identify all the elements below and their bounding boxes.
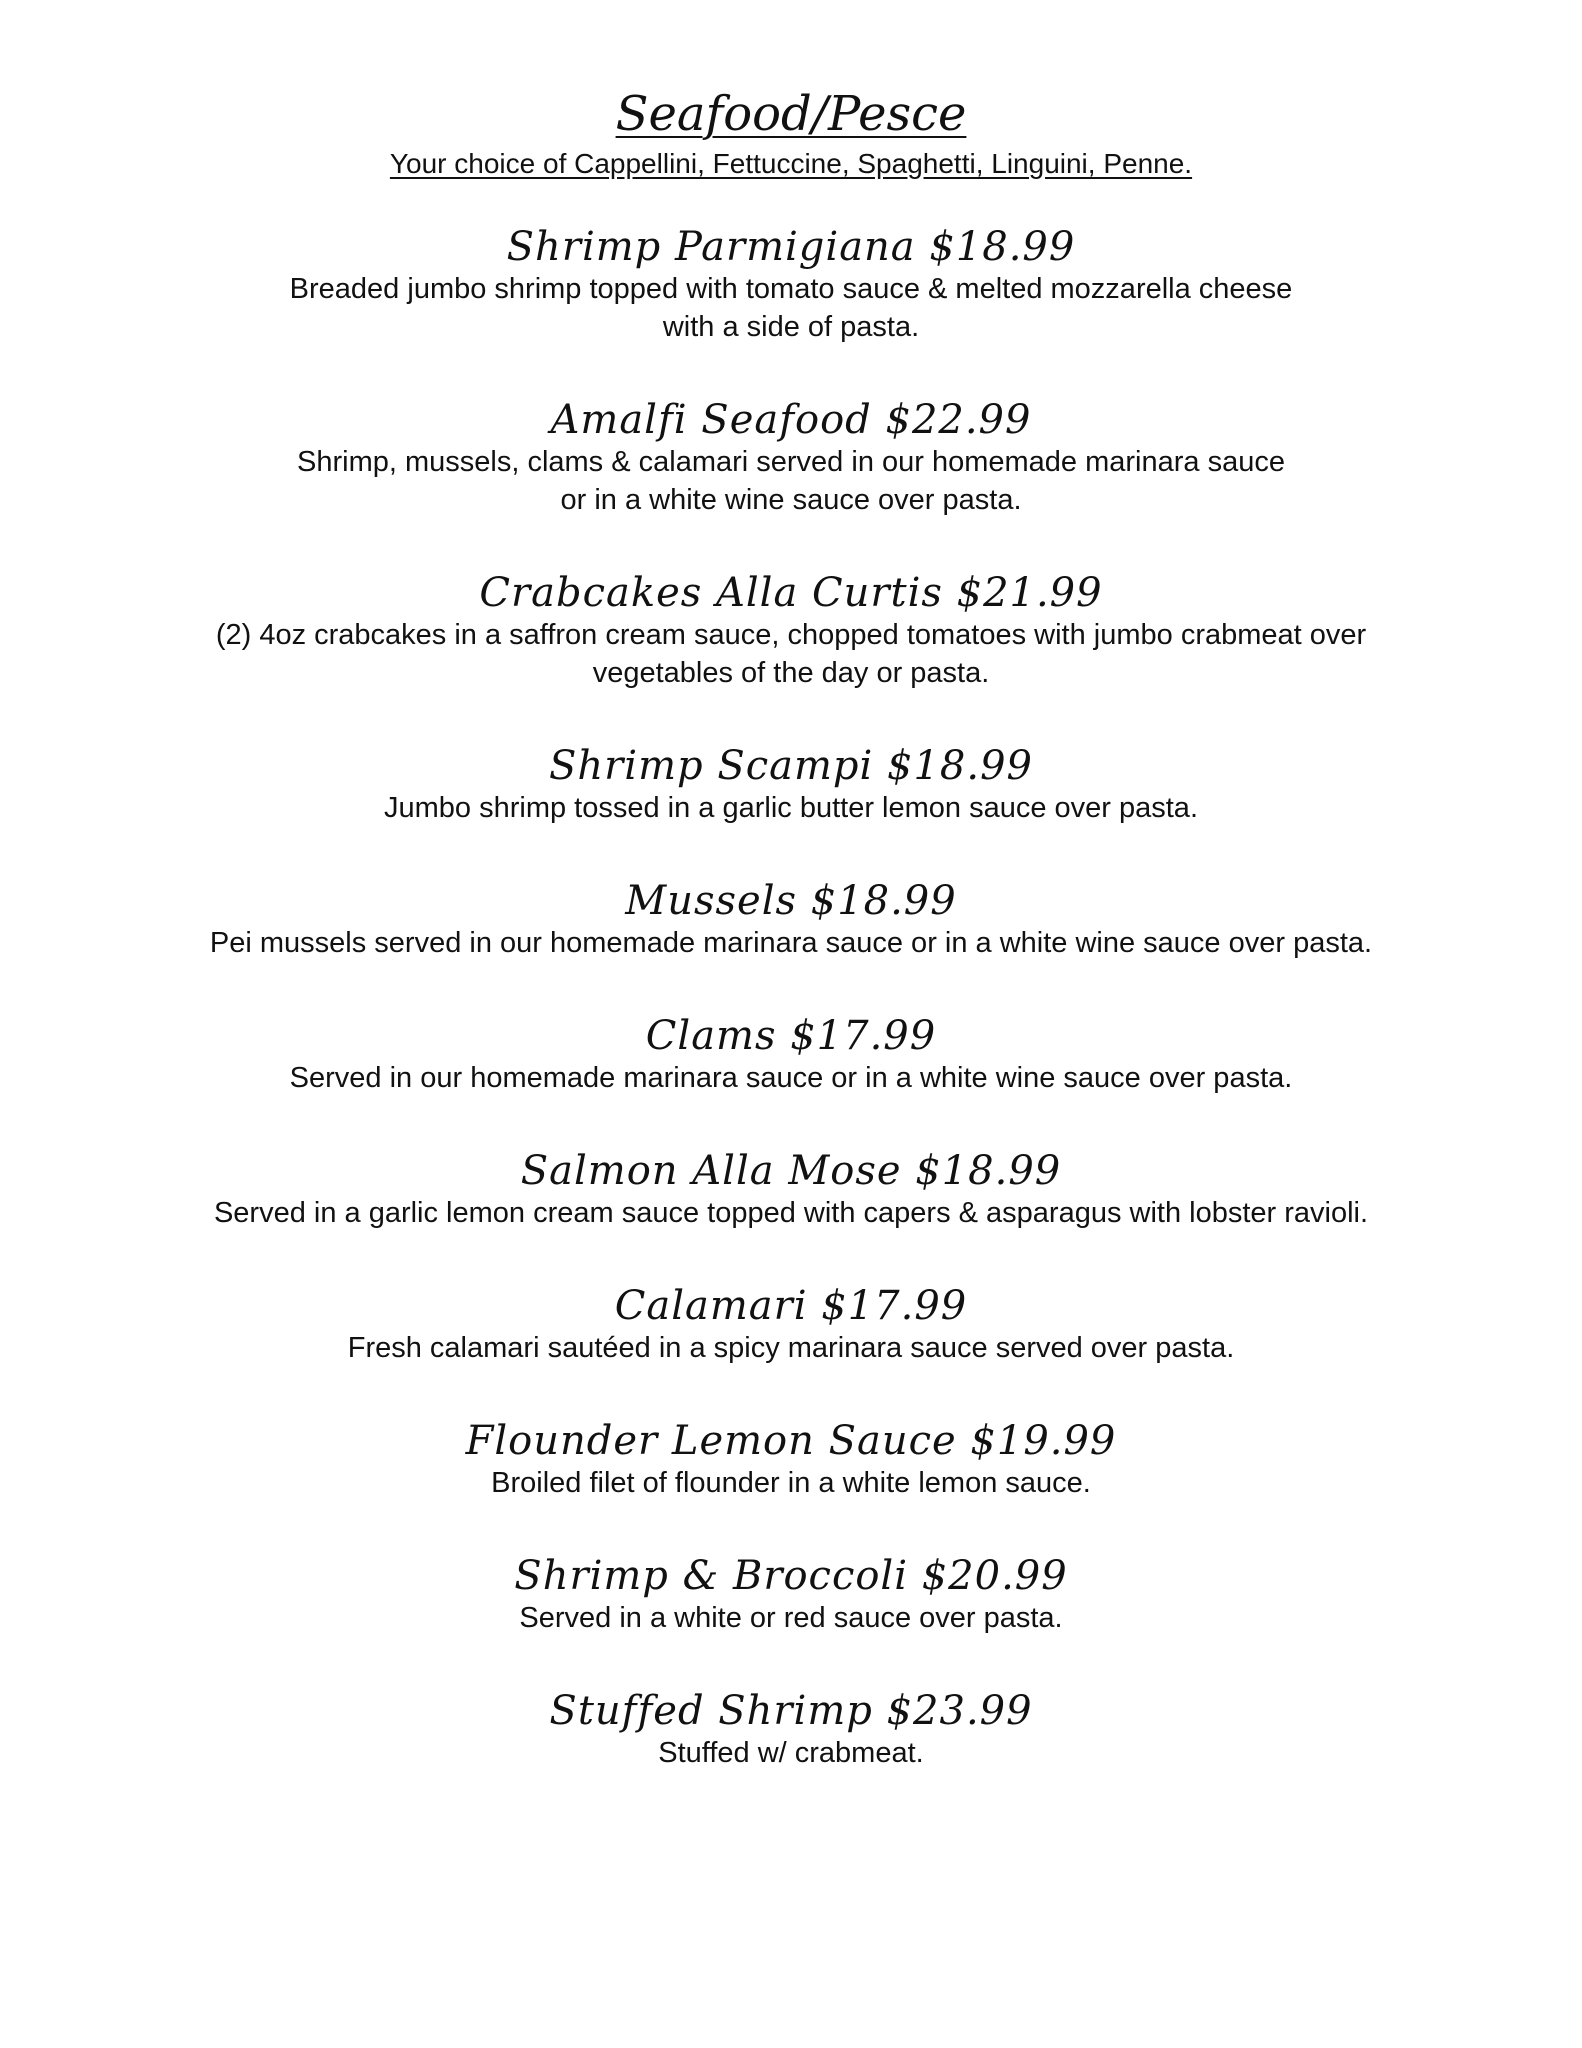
menu-items-list	[0, 224, 1582, 1772]
item-description-line: or in a white wine sauce over pasta.	[560, 484, 1022, 516]
menu-item	[0, 1148, 1582, 1232]
menu-item	[0, 1418, 1582, 1502]
item-name: Crabcakes Alla Curtis $21.99	[479, 570, 1103, 616]
menu-item	[0, 743, 1582, 827]
menu-item	[0, 1688, 1582, 1772]
item-description	[0, 1329, 1582, 1367]
item-name: Amalfi Seafood $22.99	[550, 397, 1032, 443]
item-name: Flounder Lemon Sauce $19.99	[465, 1418, 1117, 1464]
item-description-line: Served in a garlic lemon cream sauce topped with capers & asparagus with lobster ravioli.	[213, 1197, 1369, 1229]
item-name: Shrimp Parmigiana $18.99	[506, 224, 1076, 270]
menu-item	[0, 397, 1582, 519]
item-description-line: Shrimp, mussels, clams & calamari served in our homemade marinara sauce	[297, 446, 1285, 478]
item-name: Clams $17.99	[645, 1013, 937, 1059]
item-description-line: with a side of pasta.	[662, 311, 920, 343]
item-description-line: Jumbo shrimp tossed in a garlic butter lemon sauce over pasta.	[383, 792, 1198, 824]
menu-item	[0, 1283, 1582, 1367]
item-description	[0, 270, 1582, 346]
item-description	[0, 616, 1582, 692]
item-description-line: vegetables of the day or pasta.	[592, 657, 990, 689]
item-description-line: Served in our homemade marinara sauce or in a white wine sauce over pasta.	[289, 1062, 1293, 1094]
item-name: Salmon Alla Mose $18.99	[520, 1148, 1062, 1194]
item-description-line: Pei mussels served in our homemade marinara sauce or in a white wine sauce over pasta.	[209, 927, 1373, 959]
item-name: Stuffed Shrimp $23.99	[549, 1688, 1033, 1734]
item-description	[0, 1599, 1582, 1637]
item-description-line: Breaded jumbo shrimp topped with tomato sauce & melted mozzarella cheese	[289, 273, 1293, 305]
item-description-line: Stuffed w/ crabmeat.	[658, 1737, 924, 1769]
item-description	[0, 1194, 1582, 1232]
item-description	[0, 1059, 1582, 1097]
item-description	[0, 924, 1582, 962]
item-name: Shrimp Scampi $18.99	[549, 743, 1033, 789]
menu-title: Seafood/Pesce	[615, 86, 967, 142]
item-description	[0, 443, 1582, 519]
item-description-line: (2) 4oz crabcakes in a saffron cream sauce, chopped tomatoes with jumbo crabmeat over	[215, 619, 1367, 651]
item-description	[0, 1464, 1582, 1502]
item-description-line: Fresh calamari sautéed in a spicy marinara sauce served over pasta.	[347, 1332, 1235, 1364]
menu-item	[0, 878, 1582, 962]
item-description	[0, 1734, 1582, 1772]
item-name: Shrimp & Broccoli $20.99	[514, 1553, 1068, 1599]
item-description	[0, 789, 1582, 827]
item-name: Mussels $18.99	[625, 878, 957, 924]
menu-item	[0, 1553, 1582, 1637]
item-description-line: Served in a white or red sauce over pasta.	[519, 1602, 1063, 1634]
item-description-line: Broiled filet of flounder in a white lemon sauce.	[491, 1467, 1091, 1499]
menu-item	[0, 570, 1582, 692]
menu-item	[0, 1013, 1582, 1097]
pasta-choice-note: Your choice of Cappellini, Fettuccine, Spaghetti, Linguini, Penne.	[389, 148, 1193, 179]
item-name: Calamari $17.99	[614, 1283, 968, 1329]
menu-item	[0, 224, 1582, 346]
